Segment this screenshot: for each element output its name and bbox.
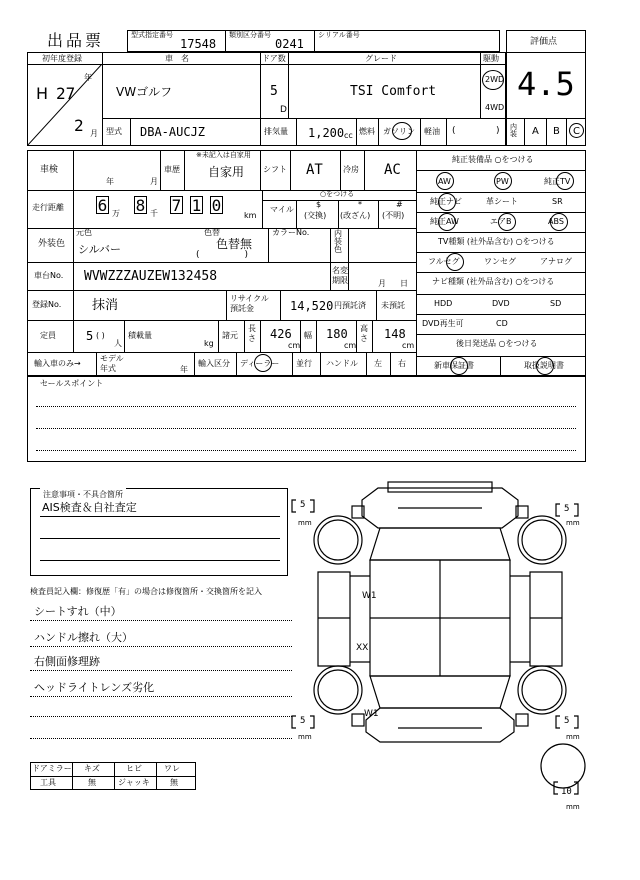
fuel-paren-close: ) (496, 126, 500, 136)
drive-4wd: 4WD (485, 103, 505, 112)
reg-no: 抹消 (92, 298, 119, 313)
shaken-month-unit: 月 (150, 177, 158, 186)
orig-color-label: 元色 (76, 228, 92, 237)
equip-leather: 革シート (486, 197, 518, 206)
cooler-value: AC (384, 162, 401, 178)
exchange-mark: $ (316, 200, 322, 209)
notes-line1: AIS検査＆自社査定 (42, 501, 137, 514)
defect-3: 右側面修理跡 (34, 655, 100, 668)
not-deposited: 未預託 (381, 301, 405, 310)
tire-rr-mm: mm (566, 733, 580, 741)
class-no-label: 類別区分番号 (229, 31, 271, 39)
import-label: 輸入車のみ→ (34, 359, 81, 368)
class-no: 0241 (275, 37, 304, 51)
grade-label: グレード (365, 54, 397, 63)
first-reg-label: 初年度登録 (42, 54, 82, 63)
mileage-digit-2: 8 (135, 196, 146, 215)
interior-a: A (532, 126, 539, 137)
mileage-digit-4: 1 (191, 196, 202, 215)
month-unit: 月 (90, 129, 98, 138)
shift-value: AT (306, 162, 323, 178)
footer-tools-value: 無 (88, 778, 96, 787)
dealer-circle (254, 354, 272, 372)
name-change-month: 月 (378, 279, 386, 288)
score-label: 評価点 (530, 37, 558, 47)
capacity-paren: ( ) (96, 331, 105, 340)
car-name-label: 車 名 (165, 54, 189, 63)
navi-sd: SD (550, 299, 562, 308)
era: H (36, 84, 49, 103)
history-note: ※未記入は自家用 (196, 151, 251, 159)
repaint-paren: ( ) (196, 250, 249, 260)
drive-2wd: 2WD (485, 75, 505, 84)
tire-fr-mm: mm (566, 519, 580, 527)
form-title: 出品票 (47, 31, 105, 50)
docs-title: 後日発送品 ○をつける (456, 339, 538, 348)
shaken-year-unit: 年 (106, 177, 114, 186)
tv-fullseg: フルセグ (428, 257, 460, 266)
parallel: 並行 (296, 359, 312, 368)
equip-genuine-aw-circle (438, 213, 456, 231)
equip-genuine-aw: 純正AW (430, 217, 459, 226)
interior-c-circle (569, 123, 584, 138)
equip-navi: 純正ナビ (430, 197, 462, 206)
displacement: 1,200 (308, 126, 345, 140)
import-type-label: 輸入区分 (198, 359, 230, 368)
form-no: 17548 (180, 37, 217, 51)
drive-label: 駆動 (483, 54, 499, 63)
model-year-unit: 年 (180, 365, 188, 374)
damage-xx: XX (356, 643, 369, 653)
mileage-man: 万 (112, 209, 120, 218)
serial-label: シリアル番号 (318, 31, 360, 39)
tv-analog: アナログ (540, 257, 572, 266)
footer-jack-label: ジャッキ (118, 778, 150, 787)
recycle-unit: 円預託済 (334, 301, 366, 310)
navi-dvd: DVD (492, 299, 510, 308)
mileage-sen: 千 (150, 209, 158, 218)
height-value: 148 (384, 327, 406, 341)
mileage-mile: マイル (270, 205, 294, 214)
tv-fullseg-circle (446, 253, 464, 271)
equip-sr: SR (552, 197, 563, 206)
fuel-label: 燃料 (359, 127, 375, 136)
interior-label: 内装 (510, 123, 517, 138)
equip-abs-circle (550, 213, 568, 231)
navi-dvd-play: DVD再生可 (422, 319, 464, 328)
navi-cd: CD (496, 319, 508, 328)
tire-depth-rl: 5 (300, 716, 306, 726)
displacement-label: 排気量 (264, 127, 288, 136)
repaint-value: 色替無 (216, 237, 253, 251)
damage-w1-rear: W1 (364, 709, 379, 719)
cc-unit: cc (344, 131, 353, 140)
equip-tv: 純正TV (544, 177, 571, 186)
handle-left: 左 (374, 359, 382, 368)
cooler-label: 冷房 (343, 165, 359, 174)
sales-point-label: セールスポイント (40, 379, 104, 388)
defect-2: ハンドル擦れ（大） (34, 631, 133, 644)
unknown-label: (不明) (382, 211, 405, 220)
vin-label: 車台No. (34, 271, 64, 280)
tv-title: TV種類 (社外品含む) ○をつける (438, 237, 555, 246)
tamper-label: (改ざん) (340, 211, 371, 220)
notes-title: 注意事項・不具合箇所 (43, 490, 123, 499)
equip-abs: ABS (548, 217, 564, 226)
navi-hdd: HDD (434, 299, 453, 308)
equip-pw: PW (496, 177, 509, 186)
fuel-paren-open: ( (452, 126, 456, 136)
reg-no-label: 登録No. (32, 300, 62, 309)
equip-navi-circle (438, 193, 456, 211)
tire-depth-rr: 5 (564, 716, 570, 726)
first-reg-year: 27 (56, 84, 76, 103)
defect-4: ヘッドライトレンズ劣化 (34, 681, 155, 694)
model-code: DBA-AUCJZ (140, 125, 206, 139)
equip-pw-circle (494, 172, 512, 190)
name-change-label: 名変期限 (332, 266, 348, 285)
first-reg-month: 2 (74, 116, 84, 135)
capacity-unit: 人 (114, 339, 122, 348)
vin-value: WVWZZZAUZEW132458 (84, 269, 218, 284)
recycle-amount: 14,520 (290, 299, 334, 313)
shaken-label: 車検 (40, 165, 59, 175)
tv-oneseg: ワンセグ (484, 257, 516, 266)
footer-header-4: ワレ (164, 764, 180, 773)
unknown-mark: # (396, 200, 403, 209)
equip-aw-circle (436, 172, 454, 190)
orig-color: シルバー (78, 243, 121, 256)
handle-right: 右 (398, 359, 406, 368)
dimensions-label: 諸元 (222, 331, 238, 340)
footer-header-2: キズ (84, 764, 100, 773)
color-label: 外装色 (38, 239, 66, 249)
color-no-label: カラーNo. (272, 228, 310, 237)
repaint-label: 色替 (204, 228, 220, 237)
tire-depth-spare: 10 (561, 787, 572, 797)
handle-label: ハンドル (326, 359, 358, 368)
name-change-day: 日 (400, 279, 408, 288)
docs-manual-circle (536, 357, 554, 375)
equip-aw: AW (438, 177, 451, 186)
capacity-value: 5 (86, 329, 94, 343)
history-value: 自家用 (208, 165, 245, 179)
equip-airbag-circle (498, 213, 516, 231)
history-label: 車歴 (164, 165, 180, 174)
tire-rl-mm: mm (298, 733, 312, 741)
defect-1: シートすれ（中） (34, 605, 122, 618)
height-label: 高さ (360, 324, 368, 343)
mileage-km: km (244, 211, 257, 220)
tire-depth-fl: 5 (300, 500, 306, 510)
footer-header-1: ドアミラー (32, 764, 72, 773)
load-unit: kg (204, 339, 214, 348)
mileage-digit-5: 0 (211, 196, 222, 215)
door-label: ドア数 (262, 54, 286, 63)
footer-tools-label: 工具 (40, 778, 56, 787)
inspector-label: 検査員記入欄：修復歴「有」の場合は修復箇所・交換箇所を記入 (30, 587, 262, 596)
width-unit: cm (344, 341, 357, 350)
footer-jack-value: 無 (170, 778, 178, 787)
dealer: ディーラー (240, 359, 280, 368)
mileage-digit-3: 7 (171, 196, 182, 215)
length-unit: cm (288, 341, 301, 350)
interior-b: B (553, 126, 560, 137)
door-type: D (280, 105, 287, 115)
capacity-label: 定員 (40, 331, 56, 340)
diesel-label: 軽油 (424, 127, 440, 136)
car-name: VWゴルフ (116, 85, 173, 99)
form-no-label: 型式指定番号 (131, 31, 173, 39)
damage-w1-door: W1 (362, 591, 377, 601)
navi-title: ナビ種類 (社外品含む) ○をつける (432, 277, 555, 286)
fuel-gasoline: ガソリン (383, 127, 415, 136)
footer-header-3: ヒビ (126, 764, 142, 773)
shift-label: シフト (263, 165, 287, 174)
interior-c: C (573, 126, 580, 137)
car-body-diagram (290, 476, 590, 816)
equip-airbag: エアB (490, 217, 512, 226)
door-count: 5 (270, 84, 278, 99)
tire-fl-mm: mm (298, 519, 312, 527)
height-unit: cm (402, 341, 415, 350)
drive-2wd-circle (482, 70, 504, 90)
tire-depth-fr: 5 (564, 504, 570, 514)
length-value: 426 (270, 327, 292, 341)
docs-warranty: 新車保証書 (434, 361, 474, 370)
load-label: 積載量 (128, 331, 152, 340)
grade: TSI Comfort (350, 84, 437, 99)
fuel-circle (392, 122, 412, 140)
equip-title: 純正装備品 ○をつける (452, 155, 534, 164)
equip-tv-circle (556, 172, 574, 190)
score-value: 4.5 (517, 65, 575, 103)
mileage-digit-1: 6 (97, 196, 108, 215)
width-value: 180 (326, 327, 348, 341)
recycle-label: リサイクル預託金 (230, 294, 269, 313)
docs-warranty-circle (450, 357, 468, 375)
model-year-label: モデル年式 (100, 354, 124, 373)
interior-color-label: 内装色 (334, 229, 342, 254)
model-label: 型式 (106, 127, 122, 136)
year-unit: 年 (84, 73, 92, 82)
docs-manual: 取扱説明書 (524, 361, 564, 370)
mileage-label: 走行距離 (32, 203, 64, 212)
exchange-label: (交換) (304, 211, 327, 220)
mileage-circle-note: ○をつける (320, 190, 355, 198)
width-label: 幅 (304, 331, 312, 340)
length-label: 長さ (248, 324, 256, 343)
tire-spare-mm: mm (566, 803, 580, 811)
tamper-mark: * (358, 200, 362, 209)
